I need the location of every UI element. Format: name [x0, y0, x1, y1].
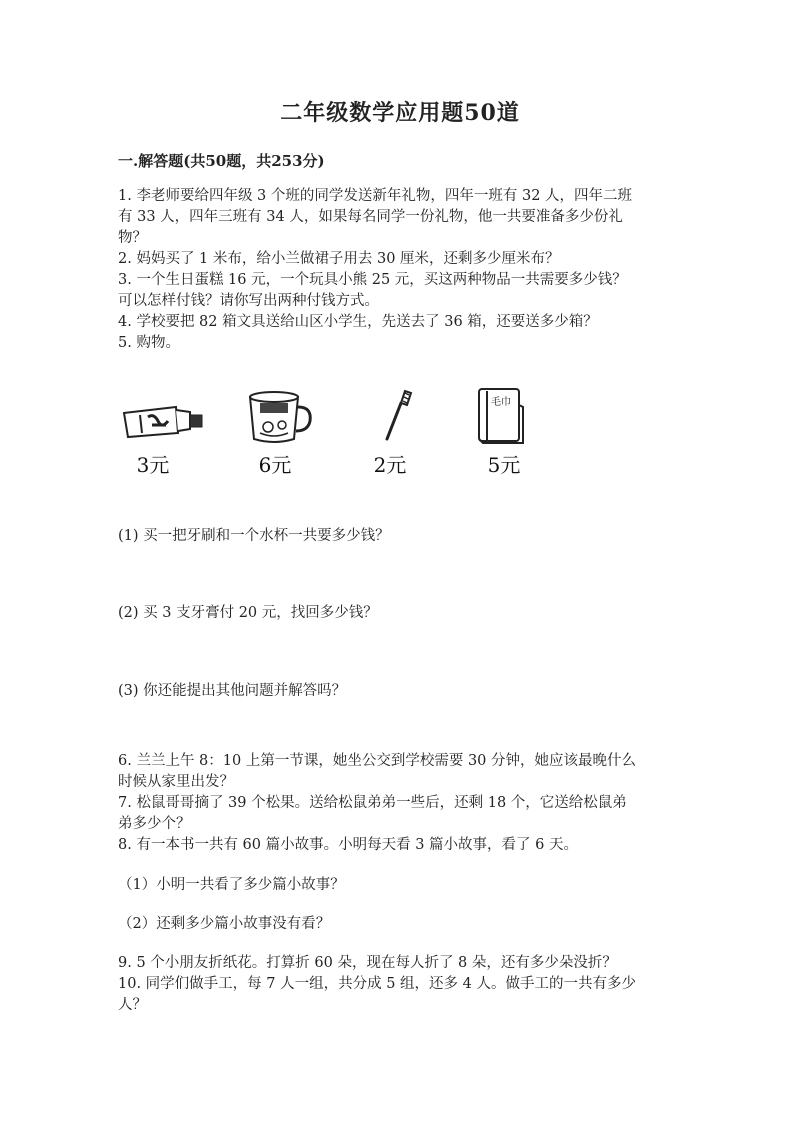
- question-line: 7. 松鼠哥哥摘了 39 个松果。送给松鼠弟弟一些后，还剩 18 个，它送给松鼠弟: [118, 795, 627, 811]
- question-line: 10. 同学们做手工，每 7 人一组，共分成 5 组，还多 4 人。做手工的一共有多少: [118, 976, 636, 992]
- cup-icon: [238, 385, 328, 445]
- price-label: 6元: [258, 453, 292, 477]
- price-label: 3元: [136, 453, 170, 477]
- shopping-item-towel: [473, 385, 563, 485]
- question-line: 8. 有一本书一共有 60 篇小故事。小明每天看 3 篇小故事，看了 6 天。: [118, 837, 578, 853]
- shopping-item-toothpaste: [118, 385, 208, 485]
- question-line: （2）还剩多少篇小故事没有看？: [118, 916, 331, 932]
- question-line: 9. 5 个小朋友折纸花。打算折 60 朵，现在每人折了 8 朵，还有多少朵没折？: [118, 955, 617, 971]
- subquestion-line: (1) 买一把牙刷和一个水杯一共要多少钱？: [118, 528, 390, 544]
- question-line: 有 33 人，四年三班有 34 人，如果每名同学一份礼物，他一共要准备多少份礼: [118, 209, 623, 225]
- shopping-item-toothbrush: [361, 385, 451, 485]
- question-line: 1. 李老师要给四年级 3 个班的同学发送新年礼物，四年一班有 32 人，四年二班: [118, 188, 633, 204]
- question-line: 2. 妈妈买了 1 米布，给小兰做裙子用去 30 厘米，还剩多少厘米布？: [118, 251, 560, 267]
- question-line: 4. 学校要把 82 箱文具送给山区小学生，先送去了 36 箱，还要送多少箱？: [118, 314, 598, 330]
- subquestion-line: (3) 你还能提出其他问题并解答吗？: [118, 683, 347, 699]
- toothbrush-icon: [361, 385, 451, 445]
- shopping-item-cup: [238, 385, 328, 485]
- price-label: 5元: [487, 453, 521, 477]
- toothpaste-icon: [118, 385, 208, 445]
- shopping-items-figure: [118, 385, 538, 485]
- question-line: （1）小明一共看了多少篇小故事？: [118, 877, 345, 893]
- question-line: 5. 购物。: [118, 335, 180, 351]
- question-line: 3. 一个生日蛋糕 16 元，一个玩具小熊 25 元，买这两种物品一共需要多少钱？: [118, 272, 627, 288]
- towel-label: 毛巾: [491, 397, 511, 408]
- question-line: 可以怎样付钱？请你写出两种付钱方式。: [118, 293, 379, 309]
- page-title: 二年级数学应用题50道: [280, 100, 520, 126]
- towel-icon: [473, 385, 563, 445]
- question-line: 时候从家里出发？: [118, 774, 234, 790]
- question-line: 人？: [118, 997, 147, 1013]
- question-line: 物？: [118, 230, 147, 246]
- question-line: 弟多少个？: [118, 816, 191, 832]
- section-heading: 一.解答题(共50题，共253分): [118, 152, 325, 170]
- subquestion-line: (2) 买 3 支牙膏付 20 元，找回多少钱？: [118, 605, 378, 621]
- price-label: 2元: [373, 453, 407, 477]
- question-line: 6. 兰兰上午 8：10 上第一节课，她坐公交到学校需要 30 分钟，她应该最晚什么: [118, 753, 637, 769]
